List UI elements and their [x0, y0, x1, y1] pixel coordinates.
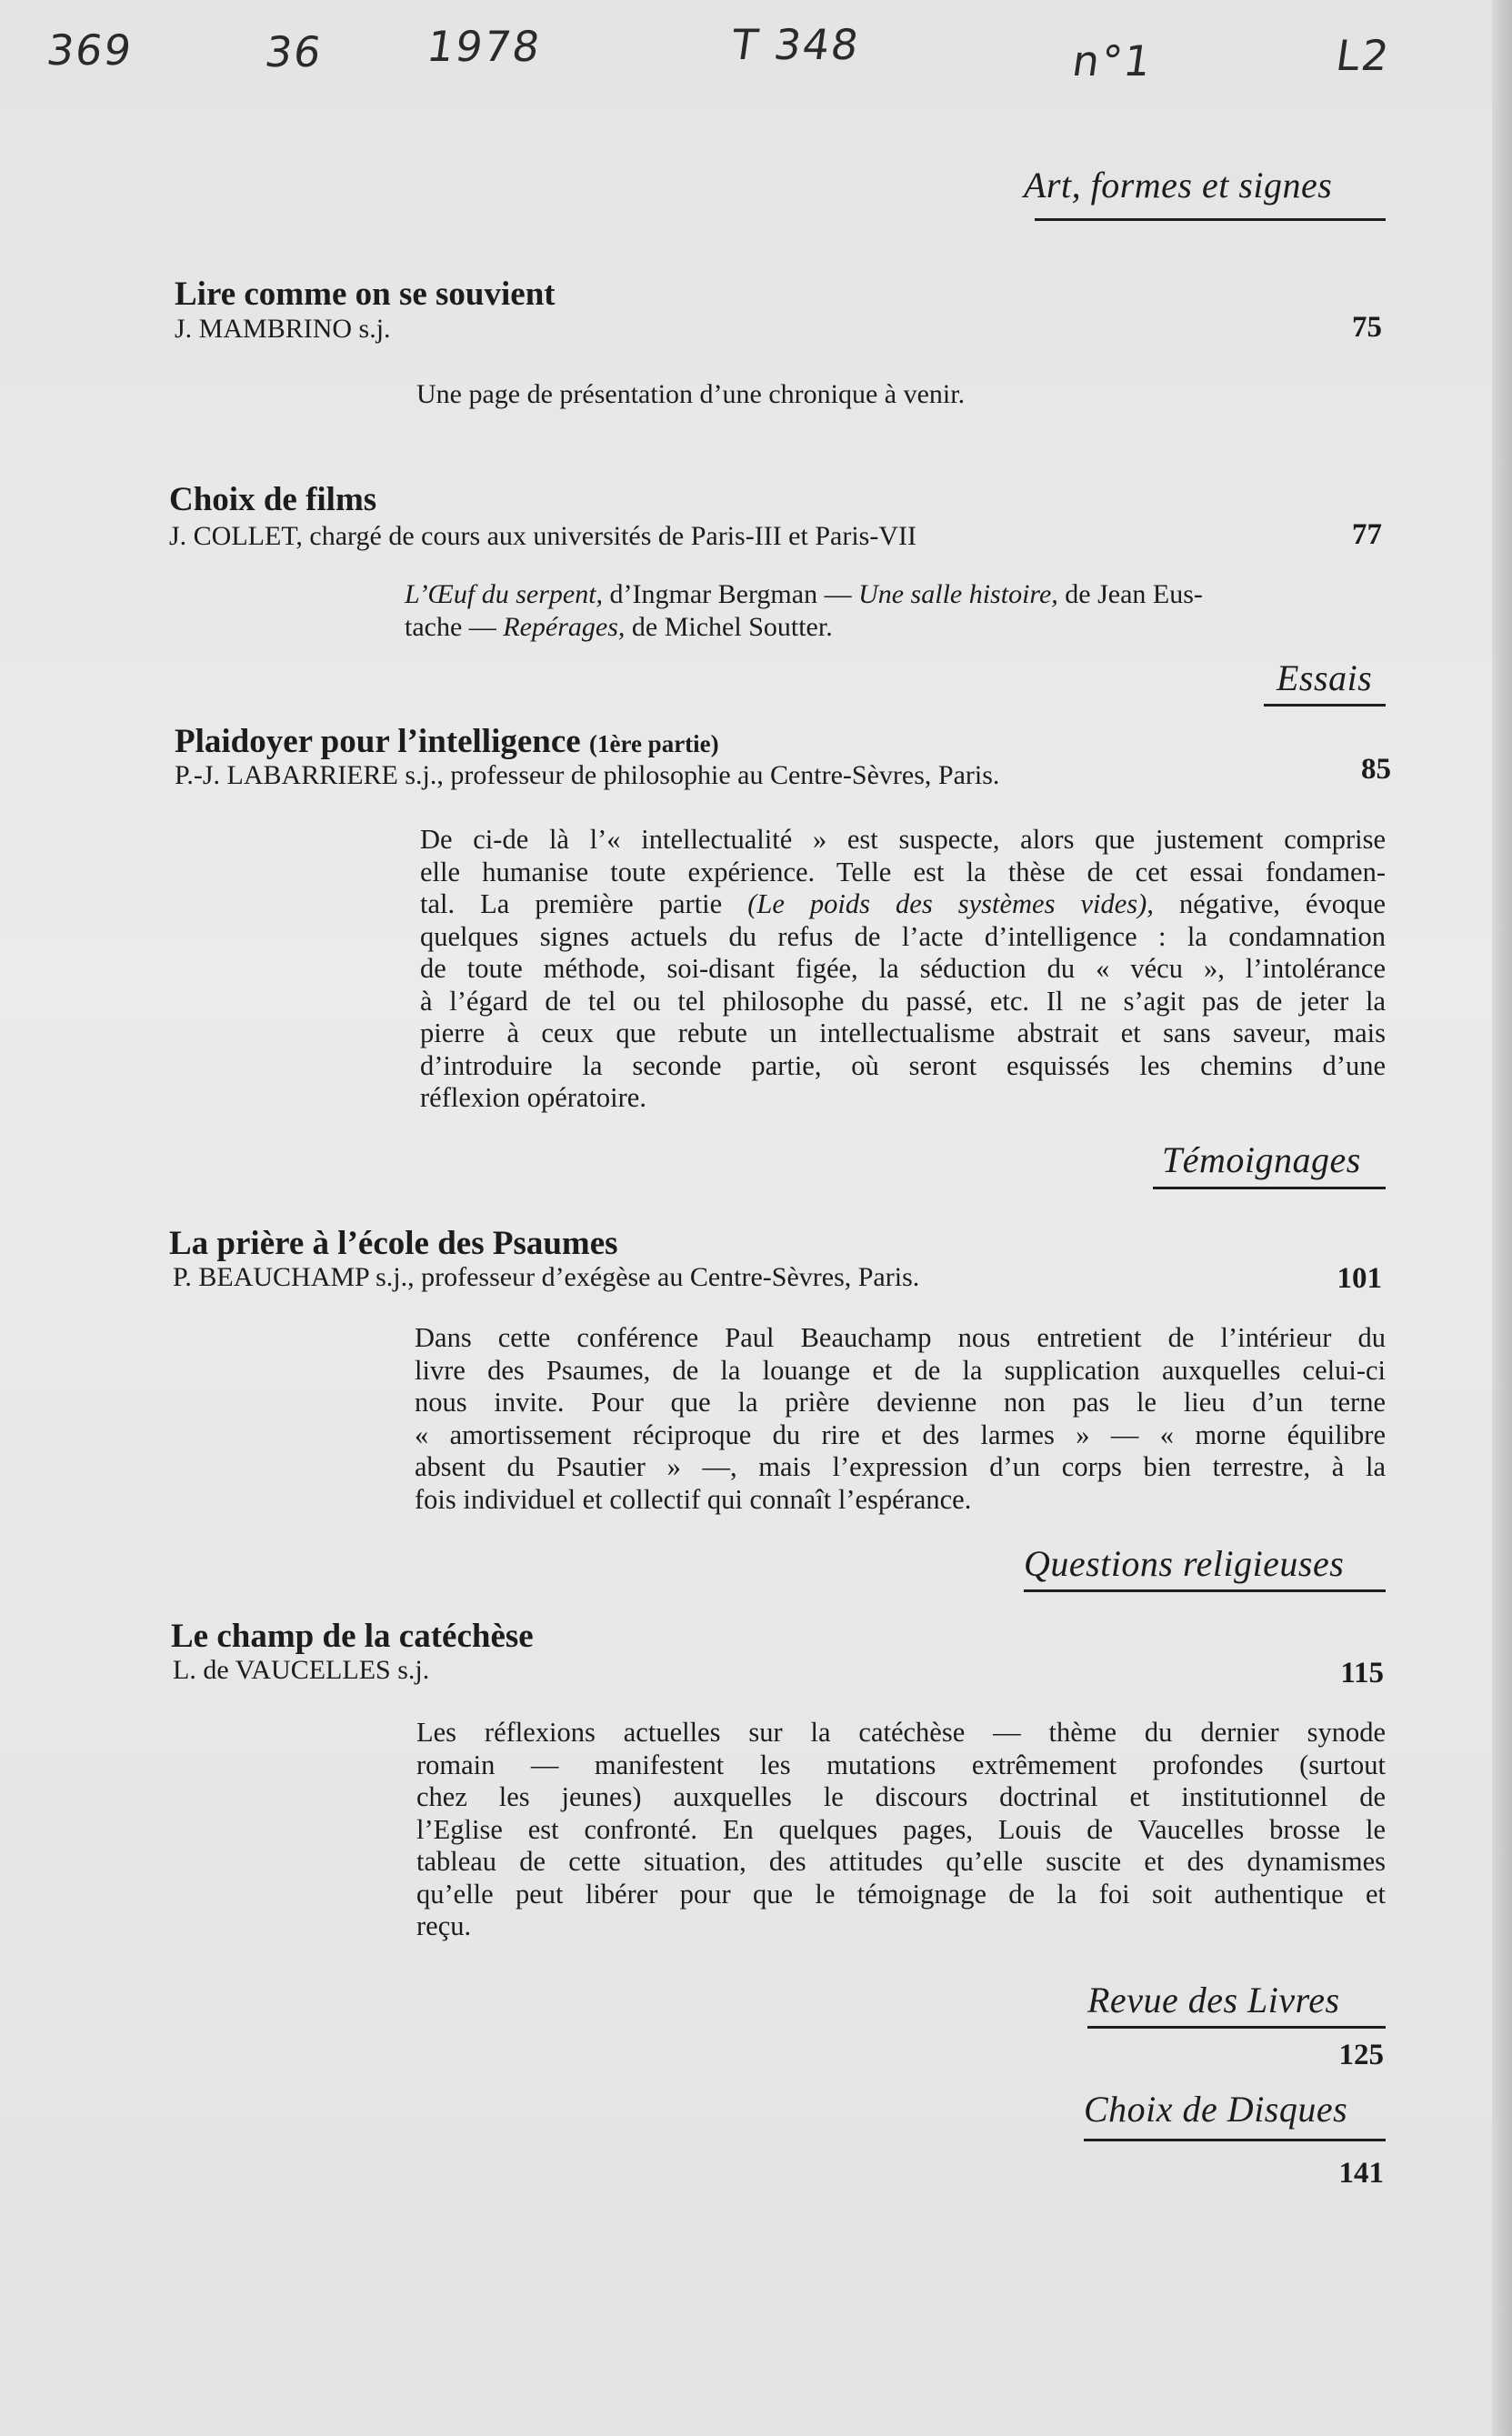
handwritten-annotation-6: L2 [1333, 31, 1394, 80]
abstract-line: de toute méthode, soi-disant figée, la séduction du « vécu », l’intolérance [420, 953, 1386, 984]
film-title-1: L’Œuf du serpent, [405, 579, 604, 609]
entry-desc-lire: Une page de présentation d’une chronique à venir. [416, 379, 966, 409]
section-rule-temoignages [1153, 1187, 1386, 1189]
abstract-line: romain — manifestent les mutations extrêmement profondes (surtout [416, 1749, 1386, 1780]
entry-title-priere: La prière à l’école des Psaumes [169, 1225, 618, 1262]
entry-title-catechese: Le champ de la catéchèse [171, 1618, 534, 1655]
entry-page-disques: 141 [1338, 2157, 1384, 2190]
entry-page-plaidoyer: 85 [1361, 753, 1391, 786]
entry-abstract-catechese [416, 1717, 1386, 1943]
film-director-1: d’Ingmar Bergman — [603, 579, 859, 609]
abstract-line: réflexion opératoire. [420, 1082, 646, 1113]
section-heading-revue: Revue des Livres [1087, 1980, 1340, 2020]
abstract-line: pierre à ceux que rebute un intellectualisme abstrait et sans saveur, mais [420, 1018, 1386, 1048]
entry-author-lire: J. MAMBRINO s.j. [175, 314, 391, 344]
abstract-line: tableau de cette situation, des attitudes qu’elle suscite et des dynamismes [416, 1846, 1386, 1877]
entry-desc-films [405, 578, 1203, 644]
section-rule-revue [1087, 2026, 1386, 2029]
abstract-segment: négative, évoque [1153, 888, 1386, 919]
entry-abstract-plaidoyer [420, 824, 1386, 1115]
entry-abstract-priere [415, 1322, 1386, 1516]
entry-page-catechese: 115 [1340, 1657, 1384, 1689]
film-director-2b: tache — [405, 612, 504, 642]
abstract-line: absent du Psautier » —, mais l’expression d’un corps bien terrestre, à la [415, 1451, 1386, 1482]
abstract-line: quelques signes actuels du refus de l’acte d’intelligence : la condamnation [420, 920, 1386, 952]
abstract-line: elle humanise toute expérience. Telle est la thèse de cet essai fondamen- [420, 856, 1386, 887]
entry-author-priere: P. BEAUCHAMP s.j., professeur d’exégèse au Centre-Sèvres, Paris. [173, 1262, 920, 1292]
abstract-line: reçu. [416, 1910, 472, 1941]
film-director-2a: de Jean Eus- [1057, 579, 1203, 609]
entry-title-films: Choix de films [169, 481, 377, 518]
handwritten-annotation-3: 1978 [424, 22, 545, 71]
film-director-3: de Michel Soutter. [625, 612, 833, 642]
section-heading-art: Art, formes et signes [1024, 165, 1333, 206]
entry-author-plaidoyer: P.-J. LABARRIERE s.j., professeur de philosophie au Centre-Sèvres, Paris. [175, 760, 1000, 790]
film-title-3: Repérages, [503, 612, 626, 642]
entry-page-priere: 101 [1337, 1262, 1382, 1295]
abstract-line: « amortissement réciproque du rire et des larmes » — « morne équilibre [415, 1418, 1386, 1450]
abstract-line: à l’égard de tel ou tel philosophe du passé, etc. Il ne s’agit pas de jeter la [420, 985, 1386, 1017]
section-rule-questions [1024, 1589, 1386, 1592]
entry-title-plaidoyer [175, 722, 719, 761]
abstract-line: nous invite. Pour que la prière devienne non pas le lieu d’un terne [415, 1387, 1386, 1418]
entry-author-catechese: L. de VAUCELLES s.j. [173, 1655, 430, 1685]
entry-title-plaidoyer-part: (1ère partie) [588, 730, 719, 757]
abstract-segment: tal. La première partie [420, 888, 748, 919]
section-rule-art [1035, 218, 1386, 221]
abstract-line: qu’elle peut libérer pour que le témoignage de la foi soit authentique et [416, 1878, 1386, 1910]
abstract-line: chez les jeunes) auxquelles le discours doctrinal et institutionnel de [416, 1781, 1386, 1812]
section-rule-disques [1084, 2139, 1386, 2141]
section-heading-disques: Choix de Disques [1084, 2089, 1348, 2130]
section-rule-essais [1264, 704, 1386, 707]
handwritten-annotation-5: n°1 [1069, 36, 1157, 85]
abstract-line [420, 888, 1386, 921]
entry-title-plaidoyer-main: Plaidoyer pour l’intelligence [175, 723, 581, 760]
entry-page-revue: 125 [1338, 2039, 1384, 2071]
abstract-line: De ci-de là l’« intellectualité » est suspecte, alors que justement comprise [420, 824, 1386, 855]
handwritten-annotation-1: 369 [44, 25, 136, 75]
handwritten-annotation-2: 36 [262, 27, 326, 76]
film-title-2: Une salle histoire, [858, 579, 1058, 609]
entry-page-films: 77 [1352, 518, 1382, 551]
abstract-line: l’Eglise est confronté. En quelques pages, Louis de Vaucelles brosse le [416, 1813, 1386, 1845]
section-heading-questions: Questions religieuses [1024, 1543, 1345, 1584]
abstract-line: livre des Psaumes, de la louange et de la supplication auxquelles celui-ci [415, 1354, 1386, 1386]
abstract-italic-title: (Le poids des systèmes vides), [747, 888, 1154, 919]
entry-author-films: J. COLLET, chargé de cours aux universités de Paris-III et Paris-VII [169, 521, 916, 551]
abstract-line: fois individuel et collectif qui connaît l’espérance. [415, 1483, 972, 1515]
abstract-line: Dans cette conférence Paul Beauchamp nous entretient de l’intérieur du [415, 1322, 1386, 1353]
entry-title-lire: Lire comme on se souvient [175, 276, 556, 313]
page-edge-shadow [1492, 0, 1512, 2436]
section-heading-temoignages: Témoignages [1162, 1139, 1361, 1180]
abstract-line: Les réflexions actuelles sur la catéchèse — thème du dernier synode [416, 1717, 1386, 1748]
section-heading-essais: Essais [1277, 657, 1373, 698]
entry-page-lire: 75 [1352, 311, 1382, 344]
abstract-line: d’introduire la seconde partie, où seront esquissés les chemins d’une [420, 1049, 1386, 1081]
handwritten-annotation-4: T 348 [728, 20, 864, 69]
